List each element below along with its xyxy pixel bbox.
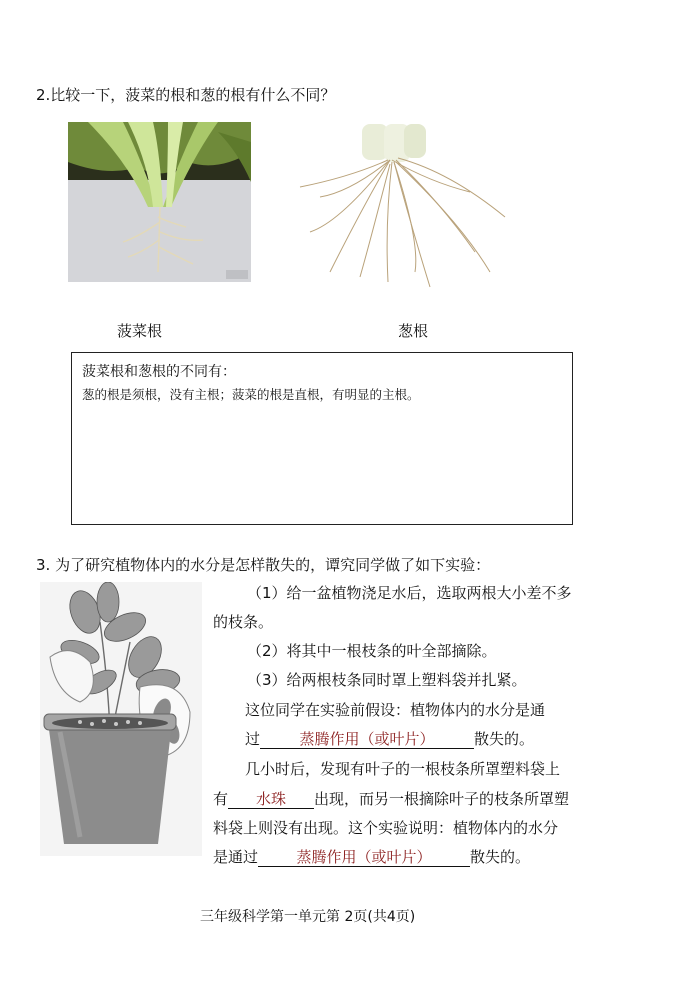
- hypothesis-answer-blank: 蒸腾作用（或叶片）: [260, 730, 474, 749]
- hypothesis-line-b: [245, 729, 534, 749]
- observation-line-b: [213, 789, 569, 809]
- observation-suffix: 出现，而另一根摘除叶子的枝条所罩塑: [314, 790, 570, 808]
- conclusion-answer-blank: 蒸腾作用（或叶片）: [258, 848, 470, 867]
- green-onion-root-caption: 葱根: [398, 322, 429, 340]
- question-2-title: 2.比较一下，菠菜的根和葱的根有什么不同？: [36, 86, 336, 104]
- observation-line-a: 几小时后，发现有叶子的一根枝条所罩塑料袋上: [245, 760, 561, 778]
- spinach-root-photo: [68, 122, 251, 282]
- conclusion-line: [213, 847, 530, 867]
- page-footer: 三年级科学第一单元第 2页(共4页): [200, 909, 416, 925]
- answer-box-title: 菠菜根和葱根的不同有：: [82, 364, 236, 380]
- potted-plant-illustration: [40, 582, 202, 856]
- step-1-line-b: 的枝条。: [213, 613, 274, 631]
- step-3-line: （3）给两根枝条同时罩上塑料袋并扎紧。: [247, 671, 527, 689]
- question-3-title: 3. 为了研究植物体内的水分是怎样散失的，谭究同学做了如下实验：: [36, 556, 491, 574]
- hypothesis-line-a: 这位同学在实验前假设：植物体内的水分是通: [245, 701, 546, 719]
- hypothesis-suffix: 散失的。: [474, 730, 535, 748]
- step-1-line-a: （1）给一盆植物浇足水后，选取两根大小差不多: [247, 584, 572, 602]
- answer-box: [71, 352, 573, 525]
- hypothesis-prefix: 过: [245, 730, 261, 748]
- spinach-root-caption: 菠菜根: [117, 322, 163, 340]
- observation-answer-blank: 水珠: [228, 790, 314, 809]
- answer-box-text: 葱的根是须根，没有主根；菠菜的根是直根，有明显的主根。: [82, 387, 420, 402]
- green-onion-root-photo: [290, 122, 520, 290]
- step-2-line: （2）将其中一根枝条的叶全部摘除。: [247, 642, 497, 660]
- conclusion-suffix: 散失的。: [470, 848, 531, 866]
- observation-line-c: 料袋上则没有出现。这个实验说明：植物体内的水分: [213, 819, 559, 837]
- conclusion-prefix: 是通过: [213, 848, 259, 866]
- observation-prefix: 有: [213, 790, 229, 808]
